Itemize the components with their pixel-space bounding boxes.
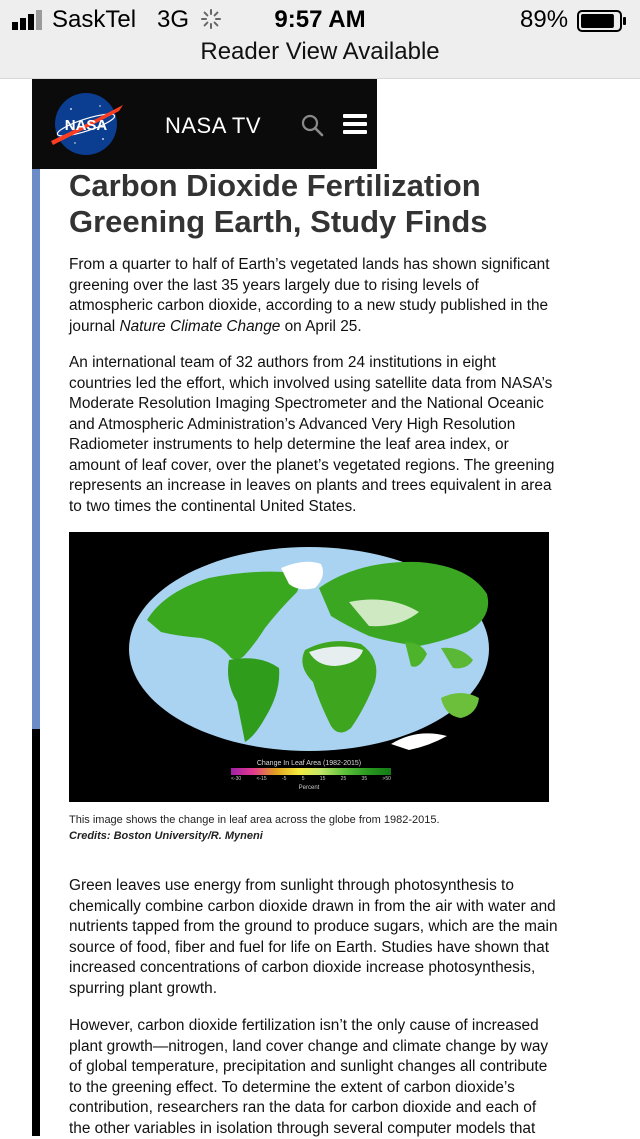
- article-paragraph-1: From a quarter to half of Earth’s vegetated lands has shown significant greening over the last 35 years largely due to rising levels of atmospheric carbon dioxide, according to a new study published in the journal Nature Climate Change on April 25.: [69, 256, 550, 335]
- article-paragraph-4: However, carbon dioxide fertilization isn’t the only cause of increased plant growth—nitrogen, land cover change and climate change by way of global temperature, precipitation and sunlight changes all contribute to the greening effect. To determine the extent of carbon dioxide’s contribution, researchers ran the data for carbon dioxide and each of the other variables in isolation through several computer models that: [69, 1017, 549, 1137]
- legend-tick: >50: [382, 776, 391, 782]
- battery-icon: [577, 10, 627, 32]
- legend-tick: -5: [281, 776, 287, 782]
- article-title: Carbon Dioxide Fertilization Greening Earth, Study Finds: [69, 168, 488, 239]
- carrier-name: SaskTel: [52, 6, 137, 33]
- nasa-logo-text: NASA: [64, 117, 108, 134]
- figure-credit: Credits: Boston University/R. Myneni: [69, 830, 263, 842]
- map-legend-title: Change In Leaf Area (1982-2015): [256, 760, 362, 767]
- nasa-logo[interactable]: [45, 91, 127, 157]
- clock: 9:57 AM: [274, 6, 366, 33]
- battery-percent: 89%: [520, 6, 569, 33]
- legend-tick: <-30: [231, 776, 242, 782]
- menu-icon[interactable]: [343, 114, 367, 134]
- map-legend-unit: Percent: [298, 785, 320, 791]
- nasa-header: [32, 79, 377, 169]
- nasa-tv-link[interactable]: NASA TV: [165, 113, 262, 138]
- journal-name: Nature Climate Change: [119, 317, 281, 335]
- article-paragraph-3: Green leaves use energy from sunlight through photosynthesis to chemically combine carbon dioxide drawn in from the air with water and nutrients tapped from the ground to produce sugars, which are the main source of food, fiber and fuel for life on Earth. Studies have shown that increased concentrations of carbon dioxide increase photosynthesis, spurring plant growth.: [69, 877, 558, 997]
- status-bar: [0, 0, 640, 79]
- legend-tick: 35: [361, 776, 368, 782]
- legend-tick: 15: [319, 776, 326, 782]
- legend-tick: <-15: [256, 776, 267, 782]
- legend-tick: 25: [340, 776, 347, 782]
- leaf-area-map-figure: [69, 532, 549, 802]
- map-legend-ticks: [231, 776, 391, 782]
- network-type: 3G: [157, 6, 190, 33]
- search-icon[interactable]: [300, 113, 324, 137]
- article-page: [0, 79, 640, 1136]
- left-rail-accent: [32, 169, 40, 729]
- article-paragraph-2: An international team of 32 authors from 24 institutions in eight countries led the effort, which involved using satellite data from NASA’s Moderate Resolution Imaging Spectrometer and the National Oceanic and Atmospheric Administration’s Advanced Very High Resolution Radiometer instruments to help determine the leaf area index, or amount of leaf cover, over the planet’s vegetated regions. The greening represents an increase in leaves on plants and trees equivalent in area to two times the continental United States.: [69, 354, 555, 515]
- legend-tick: 5: [301, 776, 305, 782]
- reader-view-banner[interactable]: Reader View Available: [200, 38, 440, 65]
- figure-caption: This image shows the change in leaf area across the globe from 1982-2015.: [69, 814, 440, 826]
